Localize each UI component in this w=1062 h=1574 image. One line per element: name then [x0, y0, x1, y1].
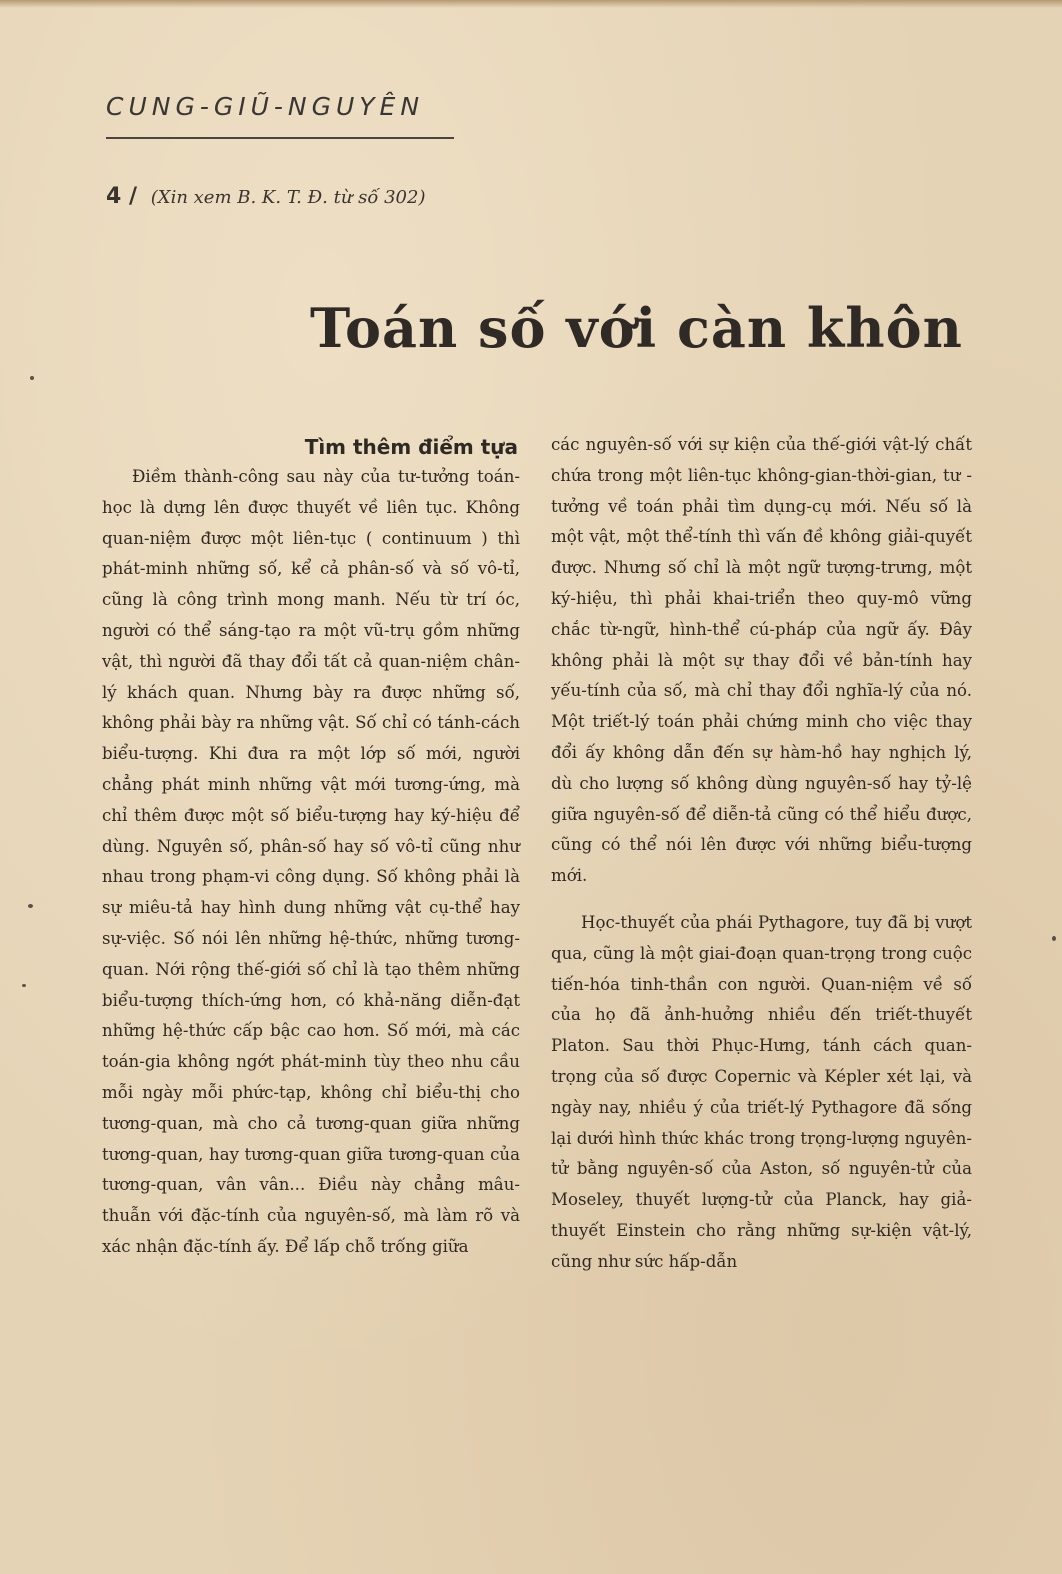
- right-column: [551, 430, 972, 1278]
- author-name: CUNG-GIŨ-NGUYÊN: [106, 92, 425, 121]
- body-paragraph-left: Điềm thành-công sau này của tư-tưởng toán-học là dựng lên được thuyết về liên tục. Không quan-niệm được một liên-tục ( continuum ) thì phát-minh những số, kể cả phân-số và số vô-tỉ, cũng là công trình mong manh. Nếu từ trí óc, người có thể sáng-tạo ra một vũ-trụ gồm những vật, thì người đã thay đổi tất cả quan-niệm chân-lý khách quan. Nhưng bày ra được những số, không phải bày ra những vật. Số chỉ có tánh-cách biểu-tượng. Khi đưa ra một lớp số mới, người chẳng phát minh những vật mới tương-ứng, mà chỉ thêm được một số biểu-tượng hay ký-hiệu để dùng. Nguyên số, phân-số hay số vô-tỉ cũng như nhau trong phạm-vi công dụng. Số không phải là sự miêu-tả hay hình dung những vật cụ-thể hay sự-việc. Số nói lên những hệ-thức, những tương-quan. Nới rộng thế-giới số chỉ là tạo thêm những biểu-tượng thích-ứng hơn, có khả-năng diễn-đạt những hệ-thức cấp bậc cao hơn. Số mới, mà các toán-gia không ngớt phát-minh tùy theo nhu cầu mỗi ngày mỗi phức-tạp, không chỉ biểu-thị cho tương-quan, mà cho cả tương-quan giữa những tương-quan, hay tương-quan giữa tương-quan của tương-quan, vân vân... Điều này chẳng mâu-thuẫn với đặc-tính của nguyên-số, mà làm rõ và xác nhận đặc-tính ấy. Để lấp chỗ trống giữa: [102, 467, 520, 1256]
- print-speck: [22, 984, 26, 987]
- section-heading: Tìm thêm điểm tựa: [304, 435, 518, 459]
- author-underline: [106, 137, 454, 139]
- series-reference: [106, 184, 426, 209]
- article-title: Toán số với càn khôn: [310, 296, 963, 360]
- print-speck: [1052, 936, 1056, 941]
- print-speck: [28, 904, 33, 908]
- page-top-edge: [0, 0, 1062, 8]
- body-paragraph-right-1: các nguyên-số với sự kiện của thế-giới vật-lý chất chứa trong một liên-tục không-gian-thời-gian, tư - tưởng về toán phải tìm dụng-cụ mới. Nếu số là một vật, một thể-tính thì vấn đề không giải-quyết được. Nhưng số chỉ là một ngữ tượng-trưng, một ký-hiệu, thì phải khai-triển theo quy-mô vững chắc từ-ngữ, hình-thể cú-pháp của ngữ ấy. Đây không phải là một sự thay đổi về bản-tính hay yếu-tính của số, mà chỉ thay đổi nghĩa-lý của nó. Một triết-lý toán phải chứng minh cho việc thay đổi ấy không dẫn đến sự hàm-hồ hay nghịch lý, dù cho lượng số không dùng nguyên-số hay tỷ-lệ giữa nguyên-số để diễn-tả cũng có thể hiểu được, cũng có thể nói lên được với những biểu-tượng mới.: [551, 435, 972, 886]
- series-number: 4 /: [106, 184, 138, 209]
- print-speck: [30, 376, 34, 380]
- body-paragraph-right-2: Học-thuyết của phái Pythagore, tuy đã bị vượt qua, cũng là một giai-đoạn quan-trọng trong cuộc tiến-hóa tinh-thần con người. Quan-niệm về số của họ đã ảnh-huởng nhiều đến triết-thuyết Platon. Sau thời Phục-Hưng, tánh cách quan-trọng của số được Copernic và Képler xét lại, và ngày nay, nhiều ý của triết-lý Pythagore đã sống lại dưới hình thức khác trong trọng-lượng nguyên-tử bằng nguyên-số của Aston, số nguyên-tử của Moseley, thuyết lượng-tử của Planck, hay giả-thuyết Einstein cho rằng những sự-kiện vật-lý, cũng như sức hấp-dẫn: [551, 912, 972, 1271]
- left-column: [102, 432, 520, 1263]
- series-note: (Xin xem B. K. T. Đ. từ số 302): [150, 187, 426, 208]
